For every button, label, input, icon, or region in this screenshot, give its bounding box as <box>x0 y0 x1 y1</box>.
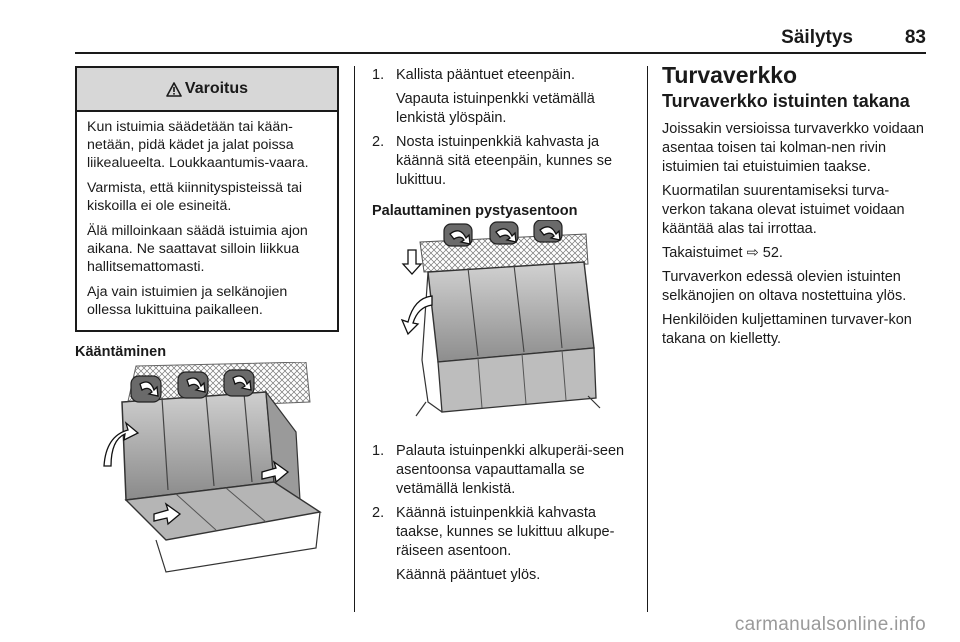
step-text: Nosta istuinpenkkiä kahvasta ja käännä sitä eteenpäin, kunnes se lukittuu. <box>396 134 613 188</box>
warning-paragraph: Aja vain istuimien ja selkänojien ollessa lukittuina paikalleen. <box>87 284 288 318</box>
upright-heading: Palauttaminen pystyasentoon <box>372 203 578 219</box>
warning-paragraph: Kun istuimia säädetään tai kään-netään, pidä kädet ja jalat poissa liikealueelta. Loukkaantumis-vaara. <box>87 119 309 171</box>
section-heading: Turvaverkko <box>662 62 798 88</box>
step-number: 2. <box>372 134 385 150</box>
step-text: Käännä pääntuet ylös. <box>396 567 541 583</box>
folding-steps <box>372 66 634 195</box>
warning-paragraph: Älä milloinkaan säädä istuimia ajon aikana. Ne saattavat silloin liikkua hallitsemattomasti. <box>87 223 308 275</box>
column-divider-1 <box>354 66 355 612</box>
list-item <box>372 66 634 133</box>
paragraph: Kuormatilan suurentamiseksi turva-verkon takana olevat istuimet voidaan kääntää alas tai irrottaa. <box>662 183 905 237</box>
cross-reference-link[interactable]: Takaistuimet ⇨ 52. <box>662 245 783 261</box>
step-number: 1. <box>372 67 385 83</box>
section-subheading: Turvaverkko istuinten takana <box>662 91 910 111</box>
warning-body <box>77 112 337 319</box>
folding-heading: Kääntäminen <box>75 344 167 360</box>
page-number: 83 <box>904 27 926 48</box>
warning-header <box>77 68 337 112</box>
warning-triangle-icon <box>166 82 182 97</box>
step-text: Vapauta istuinpenkki vetämällä lenkistä ylöspäin. <box>396 91 595 126</box>
seat-upright-illustration <box>398 220 608 426</box>
warning-paragraph: Varmista, että kiinnityspisteissä tai kiskoilla ei ole esineitä. <box>87 180 302 214</box>
upright-steps <box>372 442 634 590</box>
paragraph: Joissakin versioissa turvaverkko voidaan asentaa toisen tai kolman-nen rivin istuimien tai etuistuimien taakse. <box>662 121 924 175</box>
step-number: 2. <box>372 505 385 521</box>
warning-box <box>75 66 339 332</box>
step-text: Palauta istuinpenkki alkuperäi-seen asentoonsa vapauttamalla se vetämällä lenkistä. <box>396 443 625 497</box>
paragraph: Turvaverkon edessä olevien istuinten selkänojien on oltava nostettuina ylös. <box>662 269 907 304</box>
step-text: Käännä istuinpenkkiä kahvasta taakse, kunnes se lukittuu alkupe-räiseen asentoon. <box>396 505 615 559</box>
column-divider-2 <box>647 66 648 612</box>
step-text: Kallista pääntuet eteenpäin. <box>396 67 575 83</box>
paragraph: Henkilöiden kuljettaminen turvaver-kon takana on kielletty. <box>662 312 912 347</box>
watermark: carmanualsonline.info <box>734 614 926 635</box>
header-rule <box>75 52 926 54</box>
list-item <box>372 504 634 590</box>
page-section-title: Säilytys <box>781 27 853 48</box>
seat-folding-illustration <box>96 362 322 576</box>
list-item <box>372 442 634 504</box>
warning-title: Varoitus <box>184 80 249 97</box>
step-number: 1. <box>372 443 385 459</box>
safety-net-section <box>662 62 926 354</box>
list-item <box>372 133 634 195</box>
